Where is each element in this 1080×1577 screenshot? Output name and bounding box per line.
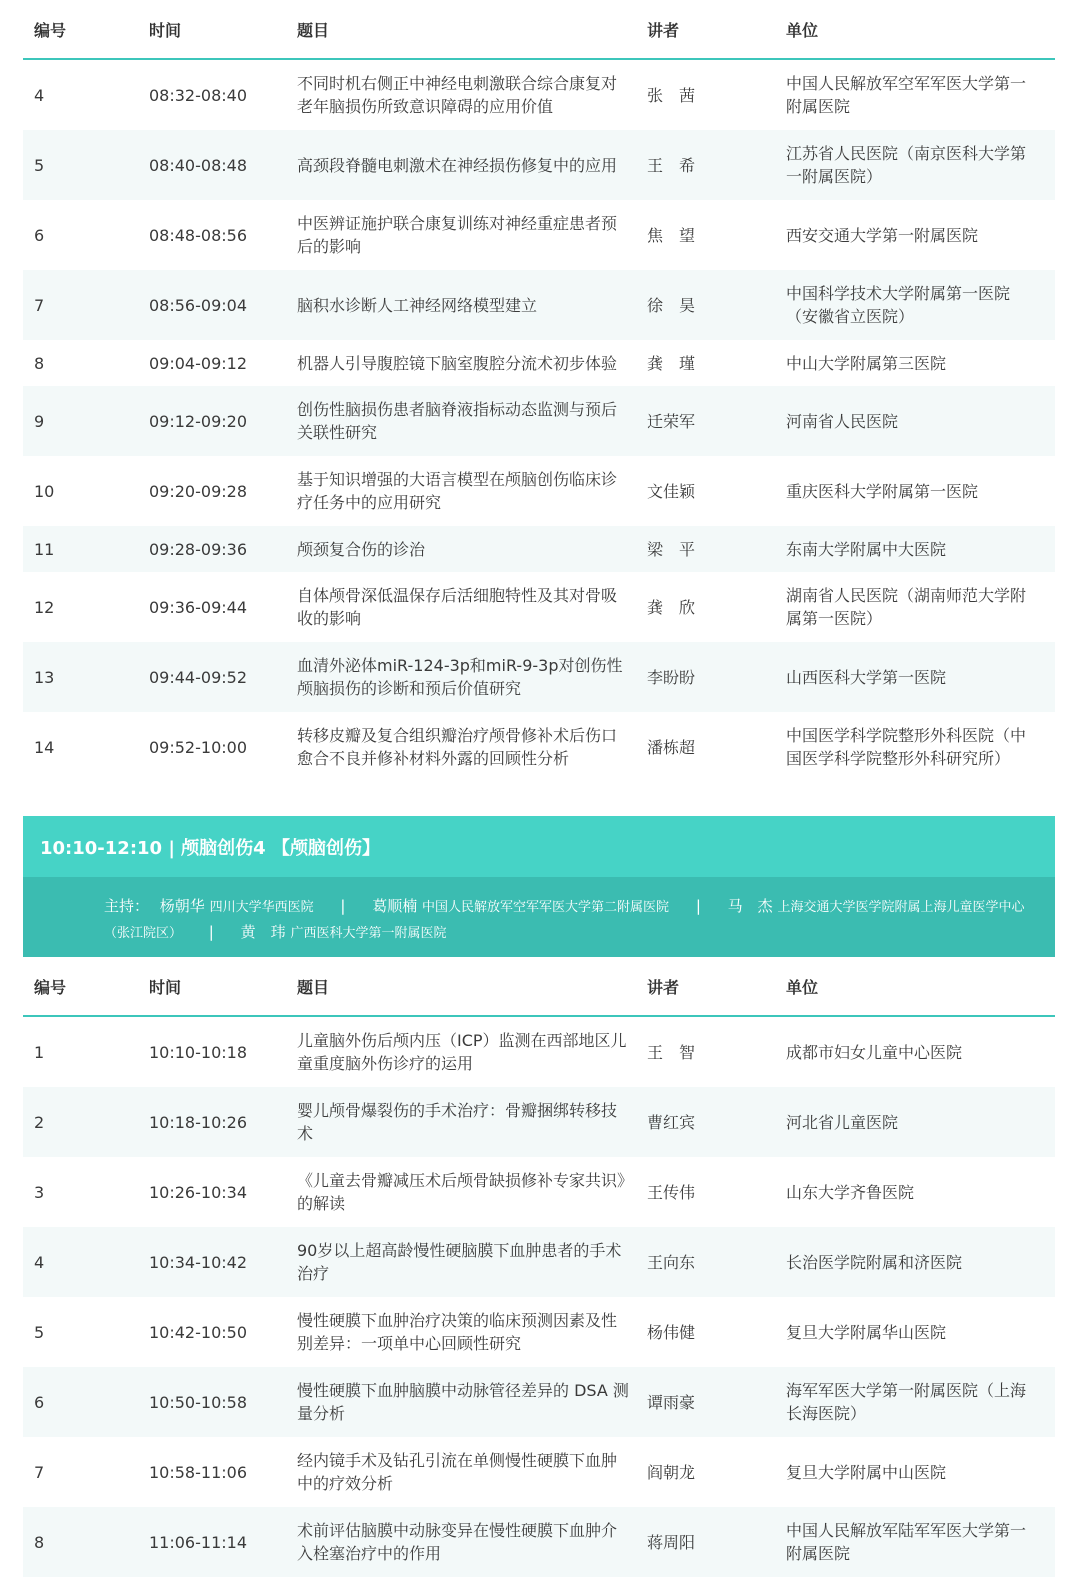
header-time: 时间 [149, 20, 182, 40]
row-num: 12 [34, 597, 55, 617]
schedule-page [23, 0, 1055, 1577]
header-num: 编号 [34, 977, 67, 997]
row-speaker: 张 茜 [647, 85, 696, 105]
row-speaker: 王 希 [647, 155, 696, 175]
row-num: 3 [34, 1182, 45, 1202]
row-num: 9 [34, 411, 45, 431]
row-num: 4 [34, 85, 45, 105]
row-num: 11 [34, 539, 55, 559]
row-num: 8 [34, 353, 45, 373]
host-org: 广西医科大学第一附属医院 [290, 926, 447, 941]
row-speaker: 文佳颖 [647, 481, 696, 501]
row-speaker: 梁 平 [647, 539, 696, 559]
row-time: 10:50-10:58 [149, 1392, 247, 1412]
row-time: 10:42-10:50 [149, 1322, 247, 1342]
row-unit: 东南大学附属中大医院 [786, 539, 947, 559]
row-topic: 血清外泌体miR-124-3p和miR-9-3p对创伤性颅脑损伤的诊断和预后价值研究 [297, 656, 623, 698]
row-time: 10:18-10:26 [149, 1112, 247, 1132]
schedule-table-1 [23, 60, 1055, 782]
session-hosts [23, 877, 1055, 957]
table-row [23, 712, 1055, 782]
row-time: 11:06-11:14 [149, 1532, 247, 1552]
host-org: 上海交通大学医学院附属上海儿童医学中心（张江院区） [104, 900, 1025, 941]
row-speaker: 谭雨豪 [647, 1392, 696, 1412]
row-time: 08:56-09:04 [149, 295, 247, 315]
header-topic: 题目 [297, 20, 330, 40]
table-row [23, 572, 1055, 642]
row-topic: 脑积水诊断人工神经网络模型建立 [297, 295, 538, 315]
table-row [23, 1367, 1055, 1437]
row-speaker: 王向东 [647, 1252, 696, 1272]
row-unit: 成都市妇女儿童中心医院 [786, 1042, 963, 1062]
host-name: 葛顺楠 [372, 897, 418, 915]
header-time: 时间 [149, 977, 182, 997]
host-name: 黄 玮 [240, 923, 286, 941]
row-speaker: 李盼盼 [647, 667, 696, 687]
row-time: 10:58-11:06 [149, 1462, 247, 1482]
table-header [23, 0, 1055, 60]
row-time: 09:44-09:52 [149, 667, 247, 687]
row-num: 14 [34, 737, 55, 757]
header-unit: 单位 [786, 977, 819, 997]
row-time: 09:04-09:12 [149, 353, 247, 373]
table-row [23, 270, 1055, 340]
row-topic: 创伤性脑损伤患者脑脊液指标动态监测与预后关联性研究 [297, 400, 618, 442]
host-name: 杨朝华 [159, 897, 205, 915]
row-unit: 中国医学科学院整形外科医院（中国医学科学院整形外科研究所） [786, 726, 1027, 768]
row-speaker: 王 智 [647, 1042, 696, 1062]
row-topic: 慢性硬膜下血肿脑膜中动脉管径差异的 DSA 测量分析 [297, 1381, 629, 1423]
table-row [23, 526, 1055, 572]
row-num: 4 [34, 1252, 45, 1272]
header-speaker: 讲者 [647, 20, 680, 40]
table-row [23, 1157, 1055, 1227]
row-unit: 山西医科大学第一医院 [786, 667, 947, 687]
row-speaker: 龚 欣 [647, 597, 696, 617]
host-separator: | [695, 897, 701, 915]
row-unit: 海军军医大学第一附属医院（上海长海医院） [786, 1381, 1027, 1423]
row-num: 5 [34, 1322, 45, 1342]
header-topic: 题目 [297, 977, 330, 997]
row-num: 7 [34, 1462, 45, 1482]
row-num: 1 [34, 1042, 45, 1062]
row-unit: 中山大学附属第三医院 [786, 353, 947, 373]
row-unit: 中国人民解放军空军军医大学第一附属医院 [786, 74, 1027, 116]
row-unit: 中国科学技术大学附属第一医院（安徽省立医院） [786, 284, 1011, 326]
table-row [23, 642, 1055, 712]
table-row [23, 1227, 1055, 1297]
row-unit: 山东大学齐鲁医院 [786, 1182, 915, 1202]
row-topic: 机器人引导腹腔镜下脑室腹腔分流术初步体验 [297, 353, 618, 373]
row-time: 08:40-08:48 [149, 155, 247, 175]
row-topic: 儿童脑外伤后颅内压（ICP）监测在西部地区儿童重度脑外伤诊疗的运用 [297, 1031, 627, 1073]
row-topic: 转移皮瓣及复合组织瓣治疗颅骨修补术后伤口愈合不良并修补材料外露的回顾性分析 [297, 726, 618, 768]
table-row [23, 60, 1055, 130]
row-topic: 术前评估脑膜中动脉变异在慢性硬膜下血肿介入栓塞治疗中的作用 [297, 1521, 618, 1563]
row-unit: 复旦大学附属华山医院 [786, 1322, 947, 1342]
host-org: 中国人民解放军空军军医大学第二附属医院 [422, 900, 670, 915]
header-num: 编号 [34, 20, 67, 40]
row-num: 6 [34, 1392, 45, 1412]
row-time: 09:20-09:28 [149, 481, 247, 501]
row-unit: 河南省人民医院 [786, 411, 899, 431]
row-topic: 经内镜手术及钻孔引流在单侧慢性硬膜下血肿中的疗效分析 [297, 1451, 618, 1493]
row-speaker: 杨伟健 [647, 1322, 696, 1342]
row-topic: 基于知识增强的大语言模型在颅脑创伤临床诊疗任务中的应用研究 [297, 470, 618, 512]
host-name: 马 杰 [727, 897, 773, 915]
row-unit: 江苏省人民医院（南京医科大学第一附属医院） [786, 144, 1027, 186]
host-separator: | [340, 897, 346, 915]
row-speaker: 王传伟 [647, 1182, 696, 1202]
header-speaker: 讲者 [647, 977, 680, 997]
table-row [23, 386, 1055, 456]
row-topic: 高颈段脊髓电刺激术在神经损伤修复中的应用 [297, 155, 618, 175]
row-time: 10:10-10:18 [149, 1042, 247, 1062]
table-row [23, 1507, 1055, 1577]
host-label: 主持： [104, 897, 150, 915]
table-row [23, 1087, 1055, 1157]
row-topic: 不同时机右侧正中神经电刺激联合综合康复对老年脑损伤所致意识障碍的应用价值 [297, 74, 618, 116]
row-speaker: 龚 瑾 [647, 353, 696, 373]
row-topic: 中医辨证施护联合康复训练对神经重症患者预后的影响 [297, 214, 618, 256]
row-num: 5 [34, 155, 45, 175]
table-header [23, 957, 1055, 1017]
session-title: 10:10-12:10 | 颅脑创伤4 【颅脑创伤】 [23, 816, 1055, 877]
row-num: 8 [34, 1532, 45, 1552]
row-num: 10 [34, 481, 55, 501]
row-speaker: 徐 昊 [647, 295, 696, 315]
table-row [23, 1017, 1055, 1087]
table-row [23, 340, 1055, 386]
row-num: 13 [34, 667, 55, 687]
row-unit: 西安交通大学第一附属医院 [786, 225, 979, 245]
schedule-table-2 [23, 1017, 1055, 1577]
table-row [23, 130, 1055, 200]
host-separator: | [208, 923, 214, 941]
table-row [23, 1297, 1055, 1367]
row-speaker: 阎朝龙 [647, 1462, 696, 1482]
row-topic: 婴儿颅骨爆裂伤的手术治疗：骨瓣捆绑转移技术 [297, 1101, 618, 1143]
row-unit: 复旦大学附属中山医院 [786, 1462, 947, 1482]
row-time: 08:32-08:40 [149, 85, 247, 105]
row-topic: 90岁以上超高龄慢性硬脑膜下血肿患者的手术治疗 [297, 1241, 622, 1283]
row-num: 7 [34, 295, 45, 315]
row-topic: 《儿童去骨瓣减压术后颅骨缺损修补专家共识》的解读 [297, 1171, 626, 1213]
row-time: 10:26-10:34 [149, 1182, 247, 1202]
row-num: 2 [34, 1112, 45, 1132]
table-row [23, 200, 1055, 270]
table-row [23, 456, 1055, 526]
row-time: 09:28-09:36 [149, 539, 247, 559]
row-unit: 长治医学院附属和济医院 [786, 1252, 963, 1272]
row-speaker: 曹红宾 [647, 1112, 696, 1132]
row-speaker: 蒋周阳 [647, 1532, 696, 1552]
header-unit: 单位 [786, 20, 819, 40]
row-unit: 重庆医科大学附属第一医院 [786, 481, 979, 501]
row-time: 09:36-09:44 [149, 597, 247, 617]
row-time: 09:52-10:00 [149, 737, 247, 757]
row-time: 08:48-08:56 [149, 225, 247, 245]
row-unit: 湖南省人民医院（湖南师范大学附属第一医院） [786, 586, 1027, 628]
host-org: 四川大学华西医院 [209, 900, 314, 915]
row-speaker: 焦 望 [647, 225, 696, 245]
row-topic: 颅颈复合伤的诊治 [297, 539, 426, 559]
row-time: 10:34-10:42 [149, 1252, 247, 1272]
row-unit: 中国人民解放军陆军军医大学第一附属医院 [786, 1521, 1027, 1563]
row-num: 6 [34, 225, 45, 245]
row-topic: 自体颅骨深低温保存后活细胞特性及其对骨吸收的影响 [297, 586, 618, 628]
row-unit: 河北省儿童医院 [786, 1112, 899, 1132]
row-topic: 慢性硬膜下血肿治疗决策的临床预测因素及性别差异：一项单中心回顾性研究 [297, 1311, 618, 1353]
row-time: 09:12-09:20 [149, 411, 247, 431]
row-speaker: 潘栋超 [647, 737, 696, 757]
table-row [23, 1437, 1055, 1507]
row-speaker: 迁荣军 [647, 411, 696, 431]
